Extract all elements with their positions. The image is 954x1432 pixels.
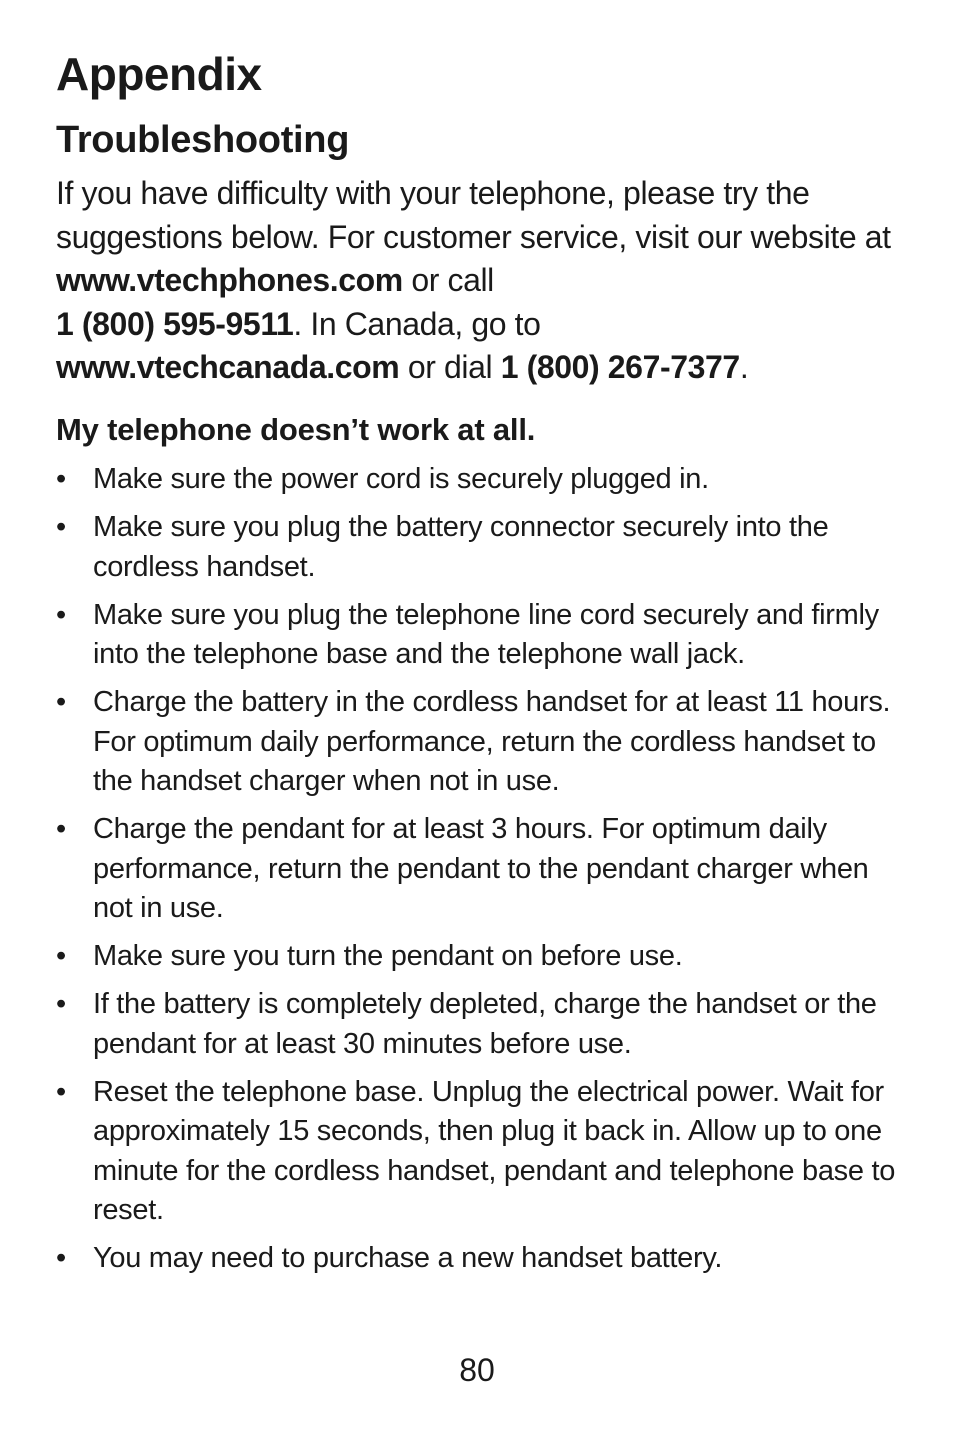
list-item [56,683,906,802]
bullet-icon: • [56,1242,66,1274]
list-item [56,508,906,587]
phone-us: 1 (800) 595-9511 [56,305,294,342]
bullet-icon: • [56,988,66,1020]
list-item-text: Reset the telephone base. Unplug the electrical power. Wait for approximately 15 seconds, then plug it back in. Allow up to one minute for the cordless handset, pendant and telephone base to reset. [93,1075,896,1226]
list-item [56,596,906,675]
intro-text-2: or call [402,262,494,298]
list-item [56,1239,906,1279]
intro-paragraph [56,172,906,390]
bullet-icon: • [56,598,66,631]
page-heading: Appendix [56,48,262,100]
intro-text-5: . [739,349,749,385]
bullet-icon: • [56,1075,66,1108]
list-item-text: Charge the battery in the cordless handset for at least 11 hours. For optimum daily performance, return the cordless handset to the handset charger when not in use. [93,686,891,797]
intro-text-4: or dial [399,349,501,385]
list-item [56,937,906,977]
list-item-text: Make sure you plug the battery connector securely into the cordless handset. [93,511,829,583]
list-item-text: Make sure the power cord is securely plugged in. [93,463,709,495]
list-item-text: Charge the pendant for at least 3 hours. For optimum daily performance, return the pendant to the pendant charger when not in use. [93,813,869,924]
problem-title: My telephone doesn’t work at all. [56,412,536,447]
bullet-icon: • [56,940,66,972]
bullet-icon: • [56,686,66,718]
list-item [56,985,906,1064]
list-item-text: Make sure you plug the telephone line cord securely and firmly into the telephone base and the telephone wall jack. [93,598,879,670]
bullet-icon: • [56,463,66,495]
page-number: 80 [459,1352,495,1388]
website-us-link[interactable]: www.vtechphones.com [56,262,403,298]
phone-ca: 1 (800) 267-7377 [500,349,740,385]
list-item [56,460,906,500]
list-item-text: You may need to purchase a new handset battery. [93,1242,723,1274]
list-item-text: Make sure you turn the pendant on before use. [93,940,683,972]
bullet-icon: • [56,813,66,845]
intro-text-1: If you have difficulty with your telephone, please try the suggestions below. For customer service, visit our website at [56,175,891,255]
section-title: Troubleshooting [56,119,350,161]
bullet-icon: • [56,511,66,543]
list-item [56,810,906,929]
list-item [56,1073,906,1231]
tips-list [56,460,906,1287]
website-ca-link[interactable]: www.vtechcanada.com [56,349,400,385]
list-item-text: If the battery is completely depleted, charge the handset or the pendant for at least 30 minutes before use. [93,988,877,1060]
intro-text-3: . In Canada, go to [293,305,541,342]
